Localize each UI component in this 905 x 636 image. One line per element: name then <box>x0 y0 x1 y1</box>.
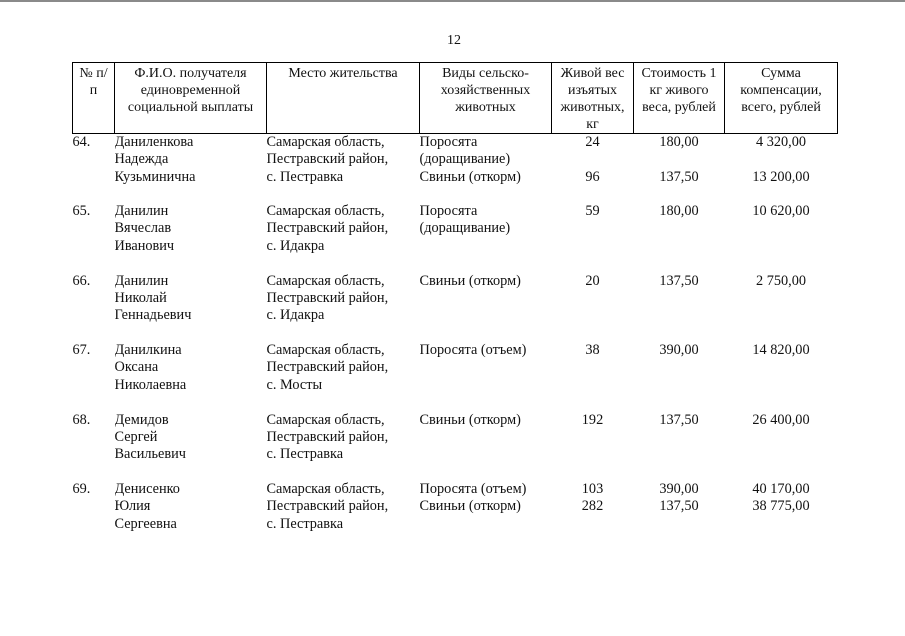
compensation-total <box>725 134 838 204</box>
price-per-kg <box>634 134 725 204</box>
recipient-name <box>115 481 267 551</box>
table-header <box>73 63 838 134</box>
total-line <box>725 290 838 307</box>
header-live-weight: Живой вес изъятых животных, кг <box>552 63 634 134</box>
total-line <box>725 377 838 394</box>
scan-top-edge <box>0 0 905 2</box>
animal-kind-line <box>420 516 552 533</box>
name-line: Васильевич <box>114 446 186 463</box>
residence-line: Пестравский район, <box>266 359 389 376</box>
live-weight <box>552 481 634 551</box>
weight-line <box>552 377 634 394</box>
table-row <box>73 203 838 273</box>
weight-line: 192 <box>581 411 604 428</box>
weight-line: 103 <box>581 481 604 497</box>
name-line: Даниленкова <box>114 134 194 150</box>
price-line: 137,50 <box>659 411 699 428</box>
name-line: Сергей <box>114 428 158 445</box>
row-number: 67. <box>72 342 91 358</box>
row-number: 66. <box>72 272 91 289</box>
name-line: Надежда <box>114 151 169 168</box>
total-line <box>725 151 838 168</box>
weight-line <box>552 429 634 446</box>
header-recipient-name: Ф.И.О. получателя единовременной социальной выплаты <box>115 63 267 134</box>
residence <box>267 481 420 551</box>
residence-line: с. Мосты <box>266 376 323 393</box>
animal-kind-line <box>420 377 552 394</box>
price-line <box>634 359 725 376</box>
total-line <box>725 307 838 324</box>
total-line <box>725 446 838 463</box>
price-line: 137,50 <box>659 498 699 515</box>
price-line <box>634 446 725 463</box>
animal-kind <box>420 481 552 551</box>
animal-kind-line: Поросята <box>419 134 478 150</box>
table-row <box>73 134 838 204</box>
residence-line: Пестравский район, <box>266 289 389 306</box>
total-line: 10 620,00 <box>752 203 810 219</box>
header-animal-kind: Виды сельско-хозяйственных животных <box>420 63 552 134</box>
name-line: Вячеслав <box>114 220 172 237</box>
price-per-kg <box>634 273 725 343</box>
animal-kind <box>420 273 552 343</box>
compensation-total <box>725 481 838 551</box>
weight-line: 24 <box>585 134 600 150</box>
animal-kind-line: Поросята (отъем) <box>419 481 527 497</box>
total-line: 13 200,00 <box>752 168 810 185</box>
header-residence: Место жительства <box>267 63 420 134</box>
price-line: 180,00 <box>659 203 699 219</box>
total-line: 4 320,00 <box>755 134 807 150</box>
animal-kind-line: (доращивание) <box>419 220 511 237</box>
recipient-name <box>115 203 267 273</box>
total-line <box>725 429 838 446</box>
live-weight <box>552 342 634 412</box>
weight-line <box>552 516 634 533</box>
name-line: Кузьминична <box>114 168 196 185</box>
name-line: Демидов <box>114 411 169 428</box>
weight-line <box>552 290 634 307</box>
name-line: Николаевна <box>114 376 187 393</box>
price-line: 390,00 <box>659 342 699 358</box>
price-line: 390,00 <box>659 481 699 497</box>
live-weight <box>552 412 634 482</box>
animal-kind-line: Поросята <box>419 203 478 219</box>
compensation-table <box>72 62 838 551</box>
table-row <box>73 481 838 551</box>
compensation-total <box>725 342 838 412</box>
total-line: 26 400,00 <box>752 411 810 428</box>
total-line: 40 170,00 <box>752 481 810 497</box>
name-line: Данилин <box>114 203 169 219</box>
price-line <box>634 377 725 394</box>
weight-line: 20 <box>585 272 600 289</box>
header-compensation-total: Сумма компенсации, всего, рублей <box>725 63 838 134</box>
total-line <box>725 220 838 237</box>
residence-line: Самарская область, <box>266 134 385 150</box>
price-line <box>634 429 725 446</box>
header-num: № п/п <box>73 63 115 134</box>
row-number: 64. <box>72 134 91 150</box>
live-weight <box>552 203 634 273</box>
residence <box>267 203 420 273</box>
animal-kind-line: Свиньи (откорм) <box>419 272 521 289</box>
row-number: 69. <box>72 481 91 497</box>
weight-line: 96 <box>585 168 600 185</box>
compensation-total <box>725 273 838 343</box>
compensation-total <box>725 203 838 273</box>
name-line: Иванович <box>114 237 175 254</box>
residence-line: Самарская область, <box>266 342 385 358</box>
residence-line: Самарская область, <box>266 272 385 289</box>
price-line: 137,50 <box>659 168 699 185</box>
weight-line <box>552 446 634 463</box>
residence-line: Самарская область, <box>266 411 385 428</box>
name-line: Геннадьевич <box>114 307 192 324</box>
table-row <box>73 342 838 412</box>
animal-kind-line <box>420 307 552 324</box>
residence <box>267 134 420 204</box>
table-row <box>73 412 838 482</box>
row-number: 65. <box>72 203 91 219</box>
residence-line: Самарская область, <box>266 203 385 219</box>
price-per-kg <box>634 342 725 412</box>
animal-kind <box>420 134 552 204</box>
price-line <box>634 307 725 324</box>
animal-kind <box>420 412 552 482</box>
residence-line: Пестравский район, <box>266 428 389 445</box>
animal-kind-line: (доращивание) <box>419 151 511 168</box>
price-line: 137,50 <box>659 272 699 289</box>
weight-line <box>552 220 634 237</box>
residence <box>267 273 420 343</box>
price-per-kg <box>634 412 725 482</box>
animal-kind-line <box>420 290 552 307</box>
residence-line: с. Идакра <box>266 307 325 324</box>
animal-kind-line <box>420 429 552 446</box>
table-row <box>73 273 838 343</box>
price-line: 180,00 <box>659 134 699 150</box>
total-line: 2 750,00 <box>755 272 807 289</box>
weight-line <box>552 307 634 324</box>
name-line: Данилин <box>114 272 169 289</box>
animal-kind-line <box>420 359 552 376</box>
page-number: 12 <box>447 33 461 48</box>
recipient-name <box>115 412 267 482</box>
price-per-kg <box>634 203 725 273</box>
live-weight <box>552 134 634 204</box>
price-line <box>634 290 725 307</box>
residence-line: Самарская область, <box>266 481 385 497</box>
live-weight <box>552 273 634 343</box>
weight-line <box>552 151 634 168</box>
residence-line: Пестравский район, <box>266 498 389 515</box>
recipient-name <box>115 342 267 412</box>
weight-line <box>552 359 634 376</box>
residence-line: с. Пестравка <box>266 168 344 185</box>
animal-kind <box>420 203 552 273</box>
weight-line <box>552 238 634 255</box>
name-line: Денисенко <box>114 481 180 497</box>
header-row <box>73 63 838 134</box>
total-line <box>725 359 838 376</box>
row-number: 68. <box>72 411 91 428</box>
total-line: 14 820,00 <box>752 342 810 358</box>
name-line: Николай <box>114 289 167 306</box>
animal-kind-line: Свиньи (откорм) <box>419 498 521 515</box>
name-line: Данилкина <box>114 342 182 358</box>
residence-line: с. Пестравка <box>266 446 344 463</box>
price-per-kg <box>634 481 725 551</box>
price-line <box>634 516 725 533</box>
name-line: Оксана <box>114 359 159 376</box>
residence-line: с. Идакра <box>266 237 325 254</box>
price-line <box>634 238 725 255</box>
animal-kind <box>420 342 552 412</box>
price-line <box>634 220 725 237</box>
animal-kind-line: Поросята (отъем) <box>419 342 527 358</box>
animal-kind-line: Свиньи (откорм) <box>419 411 521 428</box>
residence-line: с. Пестравка <box>266 515 344 532</box>
residence-line: Пестравский район, <box>266 220 389 237</box>
residence-line: Пестравский район, <box>266 151 389 168</box>
residence <box>267 342 420 412</box>
recipient-name <box>115 273 267 343</box>
weight-line: 38 <box>585 342 600 358</box>
name-line: Сергеевна <box>114 515 177 532</box>
recipient-name <box>115 134 267 204</box>
weight-line: 59 <box>585 203 600 219</box>
name-line: Юлия <box>114 498 151 515</box>
price-line <box>634 151 725 168</box>
animal-kind-line: Свиньи (откорм) <box>419 168 521 185</box>
animal-kind-line <box>420 238 552 255</box>
compensation-total <box>725 412 838 482</box>
header-price-per-kg: Стоимость 1 кг живого веса, рублей <box>634 63 725 134</box>
table-body <box>73 134 838 551</box>
total-line: 38 775,00 <box>752 498 810 515</box>
total-line <box>725 238 838 255</box>
animal-kind-line <box>420 446 552 463</box>
residence <box>267 412 420 482</box>
weight-line: 282 <box>581 498 604 515</box>
total-line <box>725 516 838 533</box>
